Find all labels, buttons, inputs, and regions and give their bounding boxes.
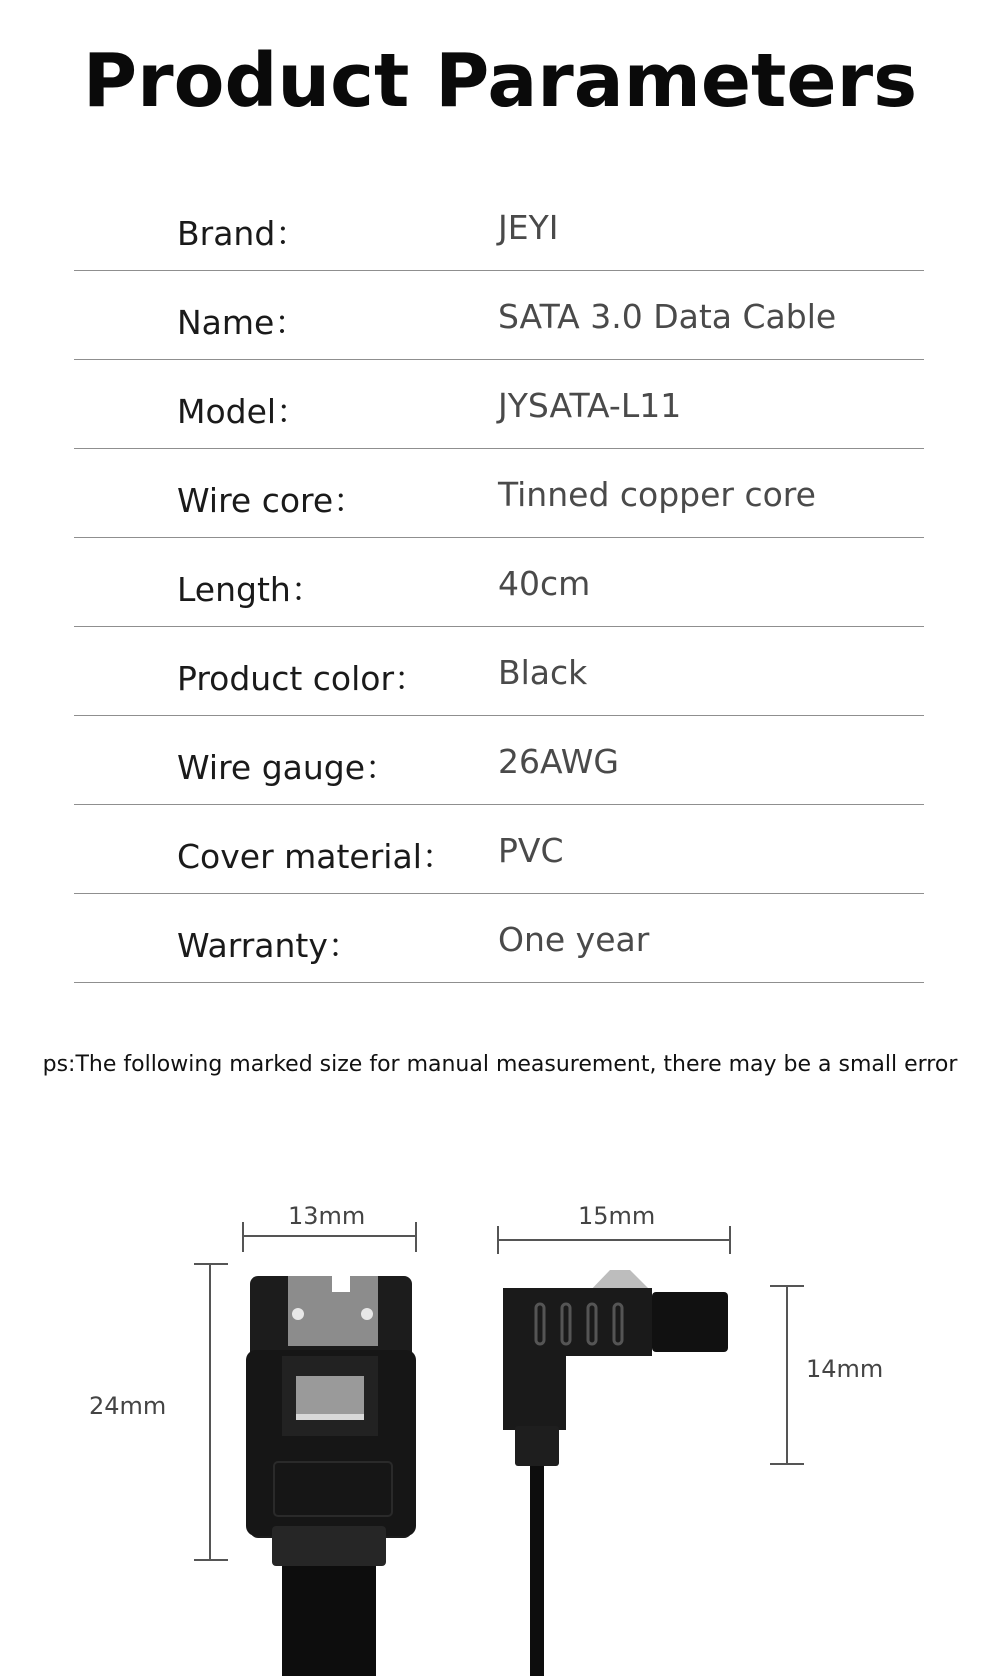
param-value: 26AWG (498, 742, 619, 781)
param-row-color (0, 627, 1000, 716)
param-label: Wire gauge： (177, 748, 399, 787)
param-value: One year (498, 920, 650, 959)
param-row-wire-core (0, 449, 1000, 538)
param-label: Warranty： (177, 926, 361, 965)
param-value: 40cm (498, 564, 591, 603)
param-row-warranty (0, 894, 1000, 983)
param-label: Wire core： (177, 481, 367, 520)
param-value: Black (498, 653, 588, 692)
straight-width-label: 13mm (288, 1202, 366, 1230)
param-row-brand (0, 182, 1000, 271)
param-label: Brand： (177, 214, 309, 253)
param-label: Product color： (177, 659, 428, 698)
measurement-note: ps:The following marked size for manual measurement, there may be a small error (42, 1052, 958, 1077)
param-row-cover-material (0, 805, 1000, 894)
straight-connector-illustration (246, 1272, 416, 1676)
cable-dimension-diagram (0, 1180, 1000, 1676)
angled-width-label: 15mm (578, 1202, 656, 1230)
param-row-length (0, 538, 1000, 627)
angled-height-label: 14mm (806, 1355, 884, 1383)
param-label: Length： (177, 570, 324, 609)
param-row-name (0, 271, 1000, 360)
parameters-table (0, 182, 1000, 983)
param-row-wire-gauge (0, 716, 1000, 805)
param-value: JEYI (498, 208, 559, 247)
row-divider (74, 982, 924, 983)
angled-connector-illustration (503, 1270, 728, 1676)
straight-height-label: 24mm (89, 1392, 167, 1420)
param-value: PVC (498, 831, 564, 870)
param-row-model (0, 360, 1000, 449)
param-label: Model： (177, 392, 310, 431)
param-label: Name： (177, 303, 308, 342)
param-label: Cover material： (177, 837, 455, 876)
param-value: SATA 3.0 Data Cable (498, 297, 837, 336)
param-value: Tinned copper core (498, 475, 816, 514)
param-value: JYSATA-L11 (498, 386, 682, 425)
page-title: Product Parameters (82, 38, 918, 124)
